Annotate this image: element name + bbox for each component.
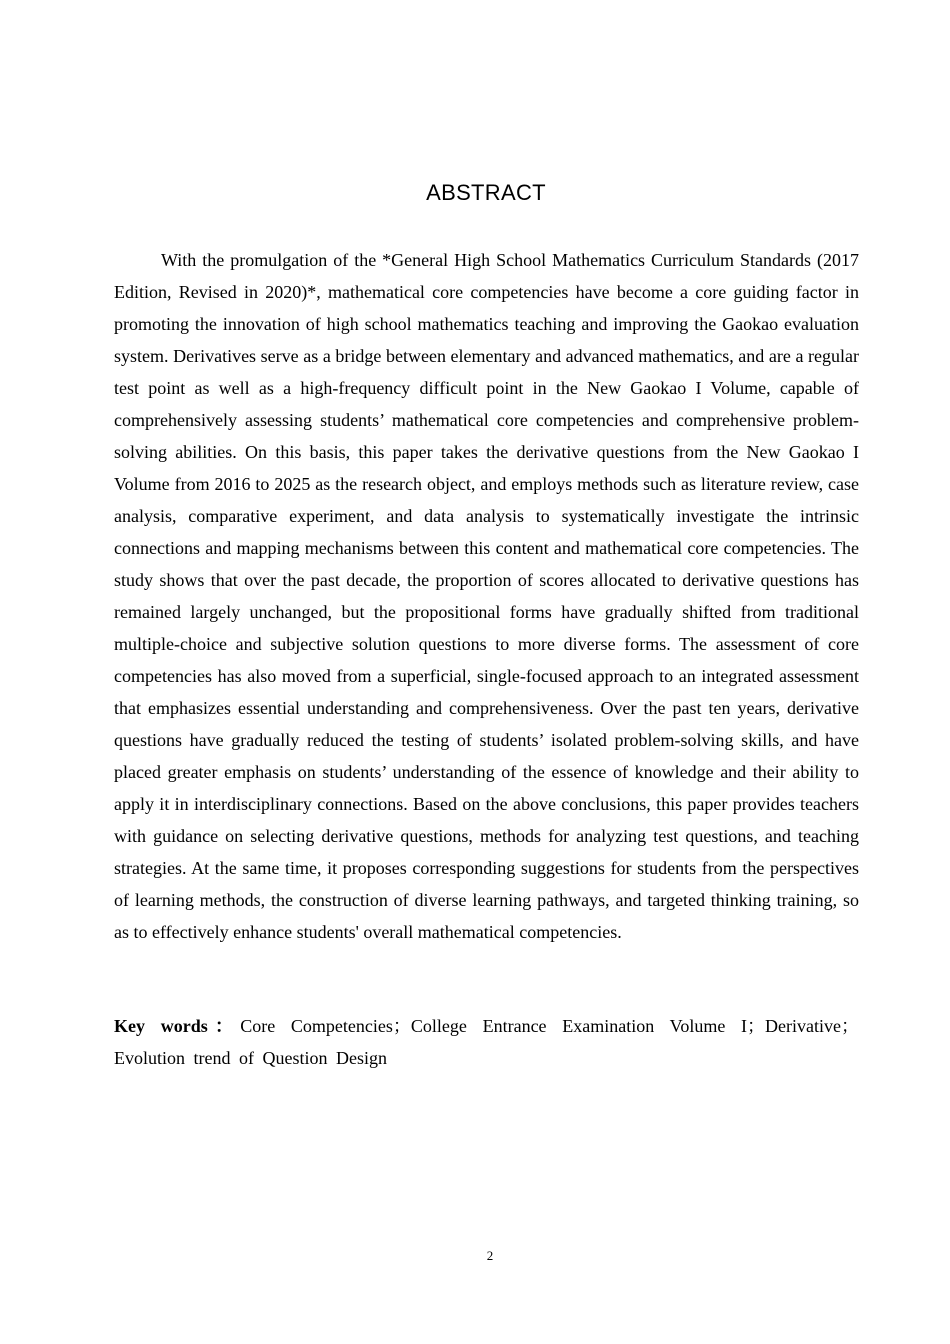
keywords-label: Key words： (114, 1016, 241, 1036)
page-number: 2 (486, 1248, 494, 1263)
keywords-section (114, 1010, 859, 1074)
keywords-text: Core Competencies；College Entrance Examination Volume I；Derivative；Evolution trend of Question Design (114, 1016, 860, 1068)
abstract-title: ABSTRACT (426, 180, 546, 205)
abstract-body: With the promulgation of the *General High School Mathematics Curriculum Standards (2017 Edition, Revised in 2020)*, mathematical core competencies have become a core guiding factor in promoting the innovation of high school mathematics teaching and improving the Gaokao evaluation system. Derivatives serve as a bridge between elementary and advanced mathematics, and are a regular test point as well as a high-frequency difficult point in the New Gaokao I Volume, capable of comprehensively assessing students’ mathematical core competencies and comprehensive problem-solving abilities. On this basis, this paper takes the derivative questions from the New Gaokao I Volume from 2016 to 2025 as the research object, and employs methods such as literature review, case analysis, comparative experiment, and data analysis to systematically investigate the intrinsic connections and mapping mechanisms between this content and mathematical core competencies. The study shows that over the past decade, the proportion of scores allocated to derivative questions has remained largely unchanged, but the propositional forms have gradually shifted from traditional multiple-choice and subjective solution questions to more diverse forms. The assessment of core competencies has also moved from a superficial, single-focused approach to an integrated assessment that emphasizes essential understanding and comprehensiveness. Over the past ten years, derivative questions have gradually reduced the testing of students’ isolated problem-solving skills, and have placed greater emphasis on students’ understanding of the essence of knowledge and their ability to apply it in interdisciplinary connections. Based on the above conclusions, this paper provides teachers with guidance on selecting derivative questions, methods for analyzing test questions, and teaching strategies. At the same time, it proposes corresponding suggestions for students from the perspectives of learning methods, the construction of diverse learning pathways, and targeted thinking training, so as to effectively enhance students' overall mathematical competencies. (114, 250, 859, 942)
